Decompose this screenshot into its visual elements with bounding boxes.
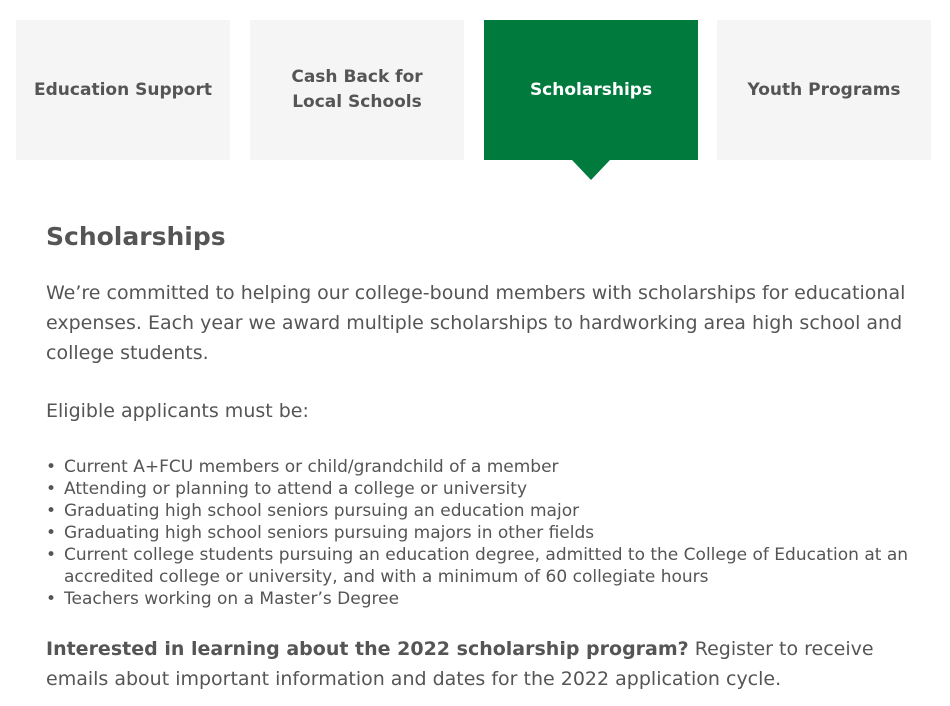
eligible-heading: Eligible applicants must be: — [46, 400, 309, 422]
list-item-text: Graduating high school seniors pursuing majors in other fields — [64, 523, 595, 543]
list-item-text: Graduating high school seniors pursuing an education major — [64, 501, 580, 521]
panel-title: Scholarships — [46, 222, 226, 251]
tab-panel-scholarships — [46, 220, 909, 690]
bullet-icon: • — [46, 457, 57, 477]
cta-paragraph — [46, 634, 906, 694]
list-item-text: Teachers working on a Master’s Degree — [64, 589, 400, 609]
tab-youth-programs[interactable] — [717, 20, 931, 160]
list-item — [46, 500, 924, 522]
bullet-icon: • — [46, 545, 57, 565]
bullet-icon: • — [46, 479, 57, 499]
list-item-text: Current college students pursuing an education degree, admitted to the College of Education at an accredited college or university, and with a minimum of 60 collegiate hours — [64, 545, 909, 587]
tab-label: Cash Back for Local Schools — [291, 67, 423, 112]
cta-text: Register to receive emails about important information and dates for the 2022 application cycle. — [46, 638, 874, 690]
bullet-icon: • — [46, 501, 57, 521]
list-item — [46, 588, 924, 610]
intro-paragraph: We’re committed to helping our college-bound members with scholarships for educational expenses. Each year we award multiple scholarships to hardworking area high school and college students. — [46, 282, 906, 364]
tab-label: Scholarships — [529, 79, 653, 100]
tab-scholarships[interactable] — [484, 20, 698, 160]
tab-label: Youth Programs — [747, 79, 901, 100]
list-item-text: Attending or planning to attend a college or university — [64, 479, 528, 499]
requirements-list — [46, 456, 924, 610]
cta-emphasis: Interested in learning about the 2022 scholarship program? — [46, 638, 689, 660]
active-tab-pointer — [572, 160, 610, 180]
list-item — [46, 478, 924, 500]
list-item-text: Current A+FCU members or child/grandchild of a member — [64, 457, 559, 477]
list-item — [46, 544, 924, 588]
tab-label: Education Support — [34, 79, 212, 100]
tab-bar — [16, 20, 931, 160]
list-item — [46, 522, 924, 544]
bullet-icon: • — [46, 523, 57, 543]
tab-education-support[interactable] — [16, 20, 230, 160]
list-item — [46, 456, 924, 478]
tab-cash-back-for-local-schools[interactable] — [250, 20, 464, 160]
bullet-icon: • — [46, 589, 57, 609]
